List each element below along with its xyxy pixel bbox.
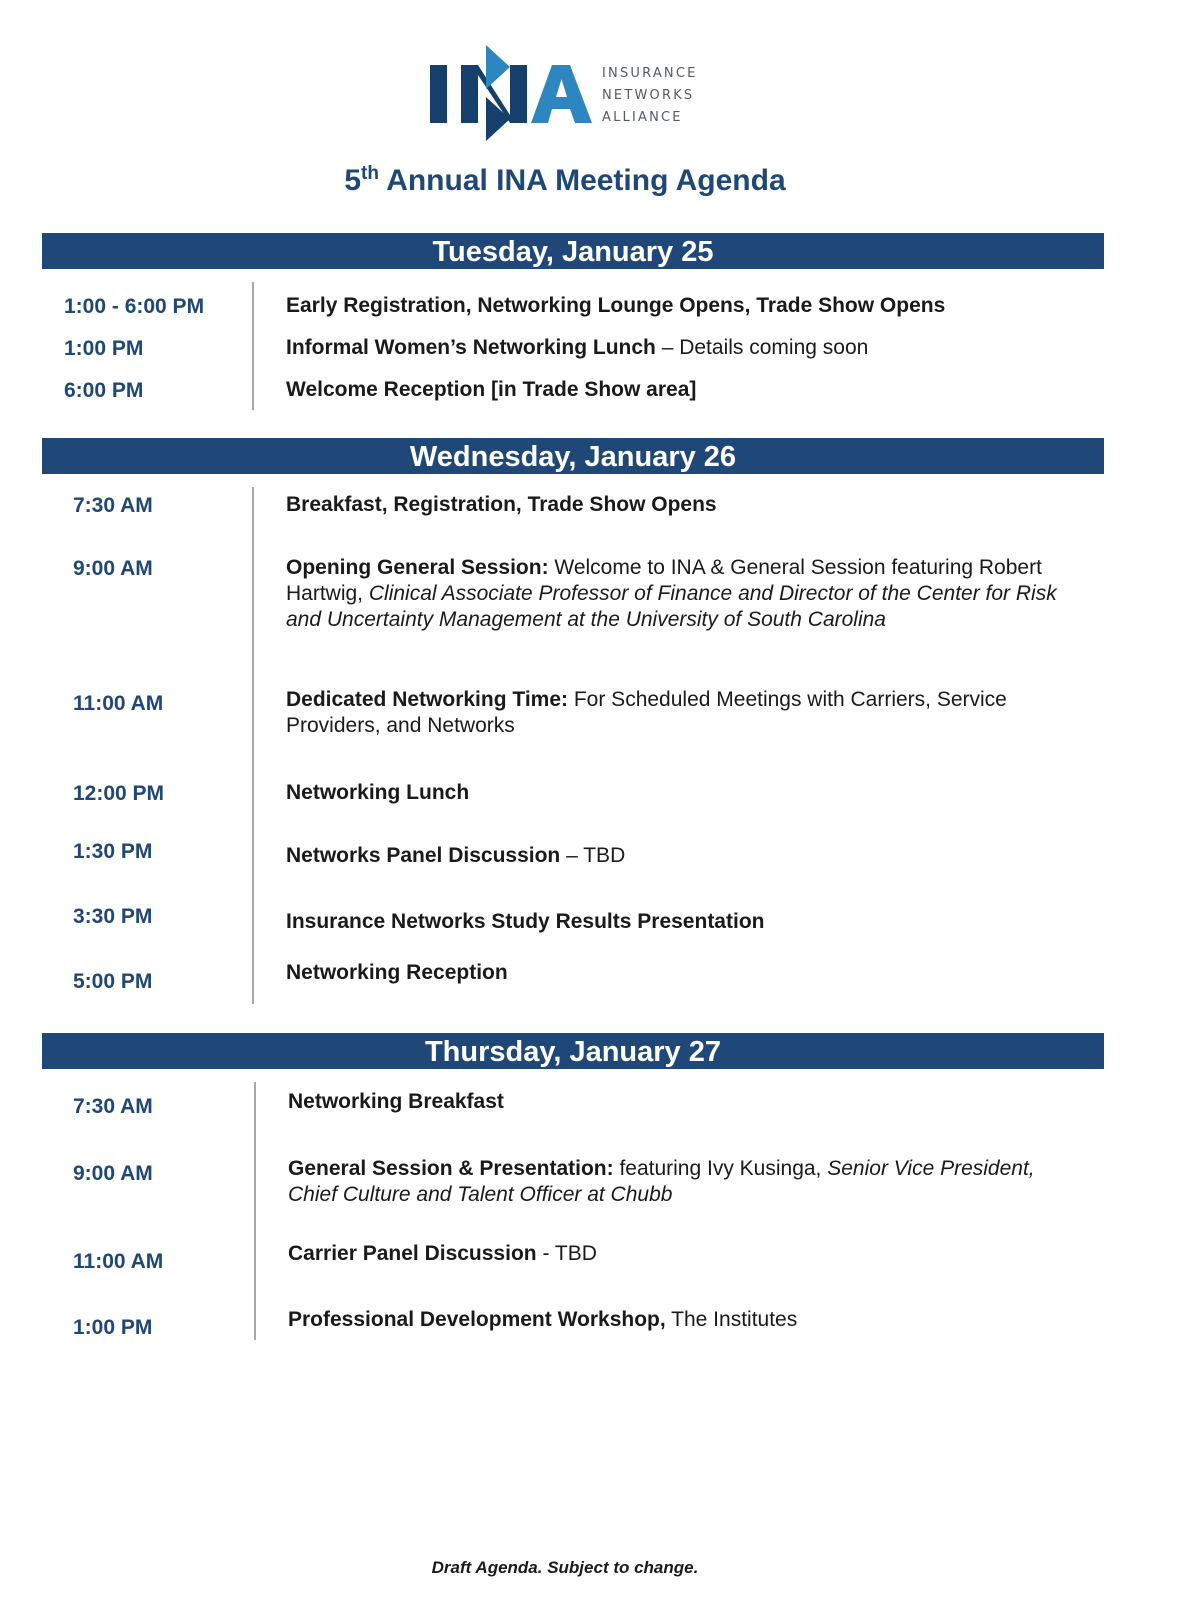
agenda-description <box>286 960 1086 986</box>
logo-line-2: NETWORKS <box>602 88 695 103</box>
logo-wordmark <box>602 63 698 129</box>
agenda-text-bold: Opening General Session: <box>286 556 549 579</box>
agenda-description <box>288 1241 1068 1267</box>
agenda-text-bold: Insurance Networks Study Results Presentation <box>286 910 765 933</box>
agenda-description <box>288 1156 1068 1208</box>
agenda-time: 7:30 AM <box>73 1095 153 1118</box>
logo-line-3: ALLIANCE <box>602 110 683 125</box>
agenda-time: 1:00 PM <box>73 1316 153 1339</box>
timeline-divider <box>252 487 254 1004</box>
title-rest: Annual INA Meeting Agenda <box>378 164 786 197</box>
agenda-text-bold: Professional Development Workshop, <box>288 1308 666 1331</box>
timeline-divider <box>252 282 254 410</box>
agenda-description <box>286 492 1086 518</box>
agenda-description <box>286 909 1086 935</box>
ina-logo-mark <box>430 45 600 145</box>
agenda-time: 5:00 PM <box>73 970 153 993</box>
ina-logo <box>430 45 698 145</box>
footer-note: Draft Agenda. Subject to change. <box>431 1558 699 1577</box>
agenda-description <box>286 335 1086 361</box>
agenda-text-italic: Senior Vice President, Chief Culture and Talent Officer at Chubb <box>288 1157 1035 1206</box>
agenda-text-bold: General Session & Presentation: <box>288 1157 614 1180</box>
agenda-text-plain: - TBD <box>536 1242 597 1265</box>
agenda-time: 11:00 AM <box>73 1250 164 1273</box>
agenda-text-bold: Dedicated Networking Time: <box>286 688 569 711</box>
agenda-text-bold: Informal Women’s Networking Lunch <box>286 336 656 359</box>
page-title <box>0 163 1130 198</box>
day-header: Thursday, January 27 <box>42 1033 1104 1069</box>
agenda-text-bold: Networking Lunch <box>286 781 470 804</box>
agenda-description <box>286 293 1086 319</box>
agenda-time: 3:30 PM <box>73 905 153 928</box>
timeline-divider <box>254 1082 256 1340</box>
agenda-text-bold: Networking Reception <box>286 961 508 984</box>
agenda-time: 9:00 AM <box>73 557 153 580</box>
agenda-text-bold: Carrier Panel Discussion <box>288 1242 537 1265</box>
agenda-text-italic: Clinical Associate Professor of Finance and Director of the Center for Risk and Uncertainty Management at the University of South Carolina <box>286 582 1057 631</box>
agenda-description <box>286 843 1086 869</box>
agenda-text-bold: Welcome Reception [in Trade Show area] <box>286 378 697 401</box>
agenda-text-bold: Networks Panel Discussion <box>286 844 561 867</box>
agenda-text-plain: featuring Ivy Kusinga, <box>613 1157 828 1180</box>
agenda-time: 1:00 PM <box>64 337 144 360</box>
title-superscript: th <box>361 163 379 184</box>
agenda-text-bold: Early Registration, Networking Lounge Opens, Trade Show Opens <box>286 294 946 317</box>
agenda-time: 9:00 AM <box>73 1162 153 1185</box>
agenda-description <box>286 780 1086 806</box>
logo-line-1: INSURANCE <box>602 66 698 81</box>
agenda-text-bold: Breakfast, Registration, Trade Show Opens <box>286 493 717 516</box>
agenda-description <box>286 377 1086 403</box>
agenda-time: 12:00 PM <box>73 782 165 805</box>
agenda-text-plain: Welcome to INA & General Session featuring Robert Hartwig, <box>286 556 1042 605</box>
agenda-time: 1:30 PM <box>73 840 153 863</box>
agenda-description <box>286 555 1086 633</box>
day-header: Tuesday, January 25 <box>42 233 1104 269</box>
agenda-text-bold: Networking Breakfast <box>288 1090 504 1113</box>
agenda-text-plain: – TBD <box>560 844 626 867</box>
agenda-time: 11:00 AM <box>73 692 164 715</box>
agenda-time: 6:00 PM <box>64 379 144 402</box>
agenda-text-plain: – Details coming soon <box>655 336 869 359</box>
agenda-text-plain: For Scheduled Meetings with Carriers, Service Providers, and Networks <box>286 688 1007 737</box>
agenda-description <box>288 1307 1068 1333</box>
agenda-time: 1:00 - 6:00 PM <box>64 295 205 318</box>
agenda-description <box>286 687 1086 739</box>
day-header: Wednesday, January 26 <box>42 438 1104 474</box>
agenda-time: 7:30 AM <box>73 494 153 517</box>
agenda-text-plain: The Institutes <box>665 1308 798 1331</box>
agenda-description <box>288 1089 1068 1115</box>
title-prefix: 5 <box>344 164 362 197</box>
